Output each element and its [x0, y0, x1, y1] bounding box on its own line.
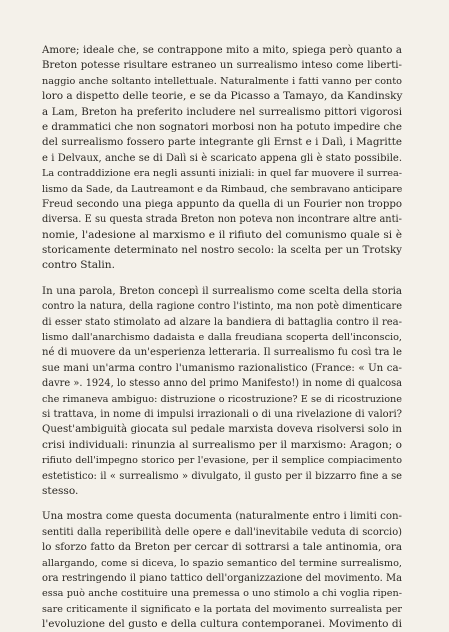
text-line: crisi individuali: rinunzia al surrealismo per il marxismo: Aragon; o: [42, 438, 402, 451]
body-text: [42, 43, 402, 632]
text-line: sare criticamente il significato e la portata del movimento surrealista per: [42, 603, 402, 615]
text-line: stesso.: [42, 484, 79, 497]
text-line: lismo dall'anarchismo dadaista e dalla freudiana scoperta dell'inconscio,: [42, 332, 402, 344]
text-line: nomie, l'adesione al marxismo e il rifiuto del comunismo quale si è: [42, 228, 402, 241]
paragraph-1: [42, 43, 402, 274]
text-line: lismo da Sade, da Lautreamont e da Rimbaud, che sembravano anticipare: [42, 183, 403, 195]
text-line: La contraddizione era negli assunti iniziali: in quel far muovere il surrea-: [42, 168, 402, 180]
text-line: che rimaneva ambiguo: distruzione o ricostruzione? E se di ricostruzione: [42, 393, 402, 405]
text-line: Freud secondo una piega appunto da quella di un Fourier non troppo: [42, 198, 402, 210]
text-line: davre ». 1924, lo stesso anno del primo Manifesto!) in nome di qualcosa: [42, 378, 402, 390]
text-line: si trattava, in nome di impulsi irrazionali o di una rivelazione di valori?: [42, 408, 402, 420]
paragraph-3: [42, 509, 402, 632]
text-line: Quest'ambiguità giocata sul pedale marxista doveva risolversi solo in: [42, 424, 402, 436]
text-line: sue mani un'arma contro l'umanismo razionalistico (France: « Un ca-: [42, 362, 402, 374]
text-line: estetistico: il « surrealismo » divulgato, il gusto per il bizzarro fine a se: [42, 470, 402, 482]
text-line: storicamente determinato nel nostro secolo: la scelta per un Trotsky: [42, 244, 402, 257]
text-line: rifiuto dell'impegno storico per l'evasione, per il semplice compiacimento: [42, 455, 402, 467]
paragraph-spacer: [42, 274, 402, 284]
text-line: ora restringendo il piano tattico dell'organizzazione del movimento. Ma: [42, 572, 402, 584]
text-line: lo sforzo fatto da Breton per cercar di sottrarsi a tale antinomia, ora: [42, 541, 402, 554]
text-line: l'evoluzione del gusto e della cultura contemporanei. Movimento di: [42, 618, 402, 631]
text-line: loro a dispetto delle teorie, e se da Picasso a Tamayo, da Kandinsky: [42, 90, 403, 103]
text-line: allargando, come si diceva, lo spazio semantico del termine surrealismo,: [42, 557, 402, 569]
text-line: naggio anche soltanto intellettuale. Naturalmente i fatti vanno per conto: [42, 75, 402, 87]
text-line: Breton potesse risultare estraneo un surrealismo inteso come liberti-: [42, 60, 402, 72]
text-line: a Lam, Breton ha preferito includere nel surrealismo pittori vigorosi: [42, 105, 402, 118]
text-line: e drammatici che non sognatori morbosi non ha potuto impedire che: [42, 120, 402, 133]
paragraph-2: [42, 284, 402, 499]
text-line: essa può anche costituire una premessa o uno stimolo a chi voglia ripen-: [42, 588, 402, 600]
text-line: né di muovere da un'esperienza letteraria. Il surrealismo fu così tra le: [42, 347, 402, 359]
text-line: In una parola, Breton concepì il surrealismo come scelta della storia: [42, 284, 402, 297]
text-line: Una mostra come questa documenta (naturalmente entro i limiti con-: [42, 511, 402, 523]
text-line: del surrealismo fossero parte integrante gli Ernst e i Dalì, i Magritte: [42, 136, 402, 149]
text-line: sentiti dalla reperibilità delle opere e dall'inevitabile veduta di scorcio): [42, 526, 402, 538]
paragraph-spacer: [42, 499, 402, 509]
text-line: diversa. E su questa strada Breton non poteva non incontrare altre anti-: [42, 214, 402, 226]
text-line: di esser stato stimolato ad alzare la bandiera di battaglia contro il rea-: [42, 316, 402, 328]
text-line: contro Stalin.: [42, 259, 115, 272]
text-line: e i Delvaux, anche se di Dalì si è scaricato appena gli è stato possibile.: [42, 152, 402, 164]
text-line: contro la natura, della ragione contro l'istinto, ma non potè dimenticare: [42, 301, 402, 313]
text-line: Amore; ideale che, se contrappone mito a mito, spiega però quanto a: [42, 45, 402, 56]
